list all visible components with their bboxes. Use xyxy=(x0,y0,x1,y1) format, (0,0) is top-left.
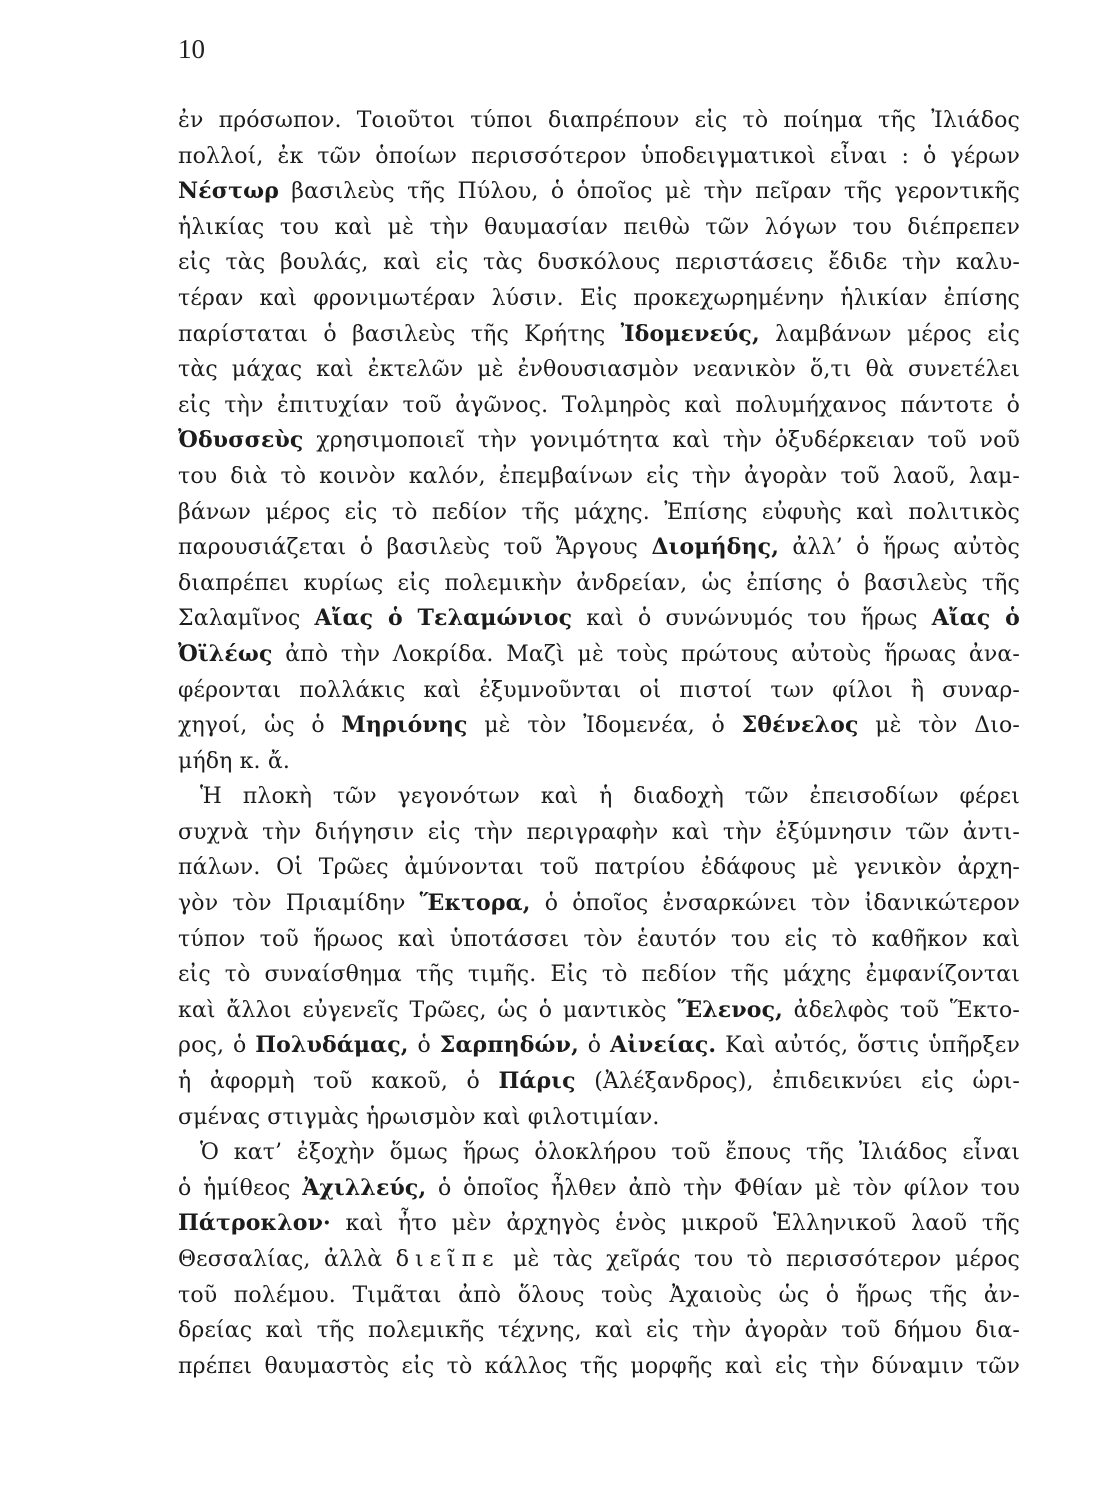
text-segment: ὁ ἡμίθεος xyxy=(178,1175,303,1201)
text-line xyxy=(178,993,1020,1029)
text-line xyxy=(178,423,1020,459)
spaced-word: διεῖπε xyxy=(395,1247,500,1272)
text-line xyxy=(178,601,1020,637)
page-number: 10 xyxy=(178,34,205,64)
bold-name: Μηριόνης xyxy=(341,712,468,739)
bold-name: Ὀϊλέως xyxy=(178,640,273,667)
text-line xyxy=(178,744,1020,780)
text-line xyxy=(178,637,1020,673)
text-line xyxy=(178,957,1020,993)
text-line xyxy=(178,779,1020,815)
text-segment: ἐν πρόσωπον. Τοιοῦτοι τύποι διαπρέπουν εἰς τὸ ποίημα τῆς Ἰλιάδος xyxy=(178,108,1020,133)
text-segment: καὶ ἦτο μὲν ἀρχηγὸς ἑνὸς μικροῦ Ἑλληνικοῦ λαοῦ τῆς xyxy=(330,1211,1020,1237)
text-segment: τὰς μάχας καὶ ἐκτελῶν μὲ ἐνθουσιασμὸν νεανικὸν ὅ,τι θὰ συνετέλει xyxy=(178,357,1020,383)
text-segment: ὁ ὁποῖος ἐνσαρκώνει τὸν ἰδανικώτερον xyxy=(530,891,1020,917)
text-segment: του διὰ τὸ κοινὸν καλόν, ἐπεμβαίνων εἰς τὴν ἀγορὰν τοῦ λαοῦ, λαμ- xyxy=(178,463,1020,489)
text-line xyxy=(178,1206,1020,1242)
text-line xyxy=(178,815,1020,851)
text-segment: πάλων. Οἱ Τρῶες ἀμύνονται τοῦ πατρίου ἐδάφους μὲ γενικὸν ἀρχη- xyxy=(178,855,1020,881)
bold-name: Πολυδάμας, xyxy=(255,1032,409,1059)
text-segment: Ὁ κατ’ ἐξοχὴν ὅμως ἥρως ὁλοκλήρου τοῦ ἔπους τῆς Ἰλιάδος εἶναι xyxy=(200,1140,1020,1166)
text-segment: χρησιμοποιεῖ τὴν γονιμότητα καὶ τὴν ὀξυδέρκειαν τοῦ νοῦ xyxy=(303,428,1020,454)
text-segment: ρος, ὁ xyxy=(178,1033,256,1059)
bold-name: Ἕκτορα, xyxy=(419,890,531,917)
bold-name: Πάτροκλον· xyxy=(178,1210,331,1237)
text-line xyxy=(178,530,1020,566)
text-segment: ὁ ὁποῖος ἦλθεν ἀπὸ τὴν Φθίαν μὲ τὸν φίλον του xyxy=(426,1175,1020,1201)
text-segment: φέρονται πολλάκις καὶ ἐξυμνοῦνται οἱ πιστοί των φίλοι ἢ συναρ- xyxy=(178,677,1020,703)
text-line xyxy=(178,459,1020,495)
text-line xyxy=(178,1313,1020,1349)
bold-name: Ἕλενος, xyxy=(677,996,783,1023)
text-segment: παρουσιάζεται ὁ βασιλεὺς τοῦ Ἄργους xyxy=(178,535,652,561)
text-segment: Καὶ αὐτός, ὅστις ὑπῆρξεν xyxy=(716,1033,1020,1059)
text-segment: τέραν καὶ φρονιμωτέραν λύσιν. Εἰς προκεχωρημένην ἡλικίαν ἐπίσης xyxy=(178,285,1020,311)
bold-name: Αἴας ὁ Τελαμώνιος xyxy=(314,605,573,632)
text-segment: Θεσσαλίας, ἀλλὰ xyxy=(178,1247,396,1272)
text-segment: καὶ ἄλλοι εὐγενεῖς Τρῶες, ὡς ὁ μαντικὸς xyxy=(178,997,678,1023)
bold-name: Ἀχιλλεύς, xyxy=(302,1174,427,1201)
bold-name: Ὀδυσσεὺς xyxy=(178,427,304,454)
text-segment: Ἡ πλοκὴ τῶν γεγονότων καὶ ἡ διαδοχὴ τῶν ἐπεισοδίων φέρει xyxy=(200,784,1020,810)
text-segment: σμένας στιγμὰς ἡρωισμὸν καὶ φιλοτιμίαν. xyxy=(178,1104,660,1130)
text-line xyxy=(178,886,1020,922)
text-segment: ἀδελφὸς τοῦ Ἕκτο- xyxy=(782,997,1020,1023)
text-segment: ἡλικίας του καὶ μὲ τὴν θαυμασίαν πειθὼ τῶν λόγων του διέπρεπεν xyxy=(178,214,1020,240)
bold-name: Σθένελος xyxy=(741,712,859,739)
bold-name: Ἰδομενεύς, xyxy=(620,320,760,347)
text-line xyxy=(178,139,1020,175)
bold-name: Πάρις xyxy=(498,1068,576,1095)
text-line xyxy=(178,352,1020,388)
text-line xyxy=(178,708,1020,744)
text-segment: μὲ τὸν Διο- xyxy=(858,713,1020,739)
text-line xyxy=(178,174,1020,210)
text-segment: πρέπει θαυμαστὸς εἰς τὸ κάλλος τῆς μορφῆς καὶ εἰς τὴν δύναμιν τῶν xyxy=(178,1353,1020,1379)
bold-name: Νέστωρ xyxy=(178,178,279,205)
text-line xyxy=(178,1028,1020,1064)
text-line xyxy=(178,673,1020,709)
text-segment: συχνὰ τὴν διήγησιν εἰς τὴν περιγραφὴν καὶ τὴν ἐξύμνησιν τῶν ἀντι- xyxy=(178,819,1020,845)
text-line xyxy=(178,245,1020,281)
text-line xyxy=(178,317,1020,353)
text-line xyxy=(178,1242,1020,1278)
text-segment: δρείας καὶ τῆς πολεμικῆς τέχνης, καὶ εἰς τὴν ἀγορὰν τοῦ δήμου δια- xyxy=(178,1318,1020,1344)
text-segment: εἰς τὰς βουλάς, καὶ εἰς τὰς δυσκόλους περιστάσεις ἔδιδε τὴν καλυ- xyxy=(178,250,1020,276)
text-line xyxy=(178,1064,1020,1100)
text-segment: τοῦ πολέμου. Τιμᾶται ἀπὸ ὅλους τοὺς Ἀχαιοὺς ὡς ὁ ἥρως τῆς ἀν- xyxy=(178,1282,1020,1308)
text-segment: τύπον τοῦ ἥρωος καὶ ὑποτάσσει τὸν ἑαυτόν του εἰς τὸ καθῆκον καὶ xyxy=(178,926,1020,952)
text-line xyxy=(178,210,1020,246)
text-segment: λαμβάνων μέρος εἰς xyxy=(759,321,1020,347)
text-segment: γὸν τὸν Πριαμίδην xyxy=(178,891,420,917)
text-line xyxy=(178,566,1020,602)
text-segment: παρίσταται ὁ βασιλεὺς τῆς Κρήτης xyxy=(178,321,621,347)
body-text xyxy=(178,103,1020,1384)
bold-name: Αἴας ὁ xyxy=(931,605,1020,632)
bold-name: Σαρπηδών, xyxy=(439,1032,579,1059)
text-segment: πολλοί, ἐκ τῶν ὁποίων περισσότερον ὑποδειγματικοὶ εἶναι : ὁ γέρων xyxy=(178,143,1020,169)
text-line xyxy=(178,1100,1020,1136)
text-segment: βάνων μέρος εἰς τὸ πεδίον τῆς μάχης. Ἐπίσης εὐφυὴς καὶ πολιτικὸς xyxy=(178,499,1020,525)
text-line xyxy=(178,1135,1020,1171)
text-segment: χηγοί, ὡς ὁ xyxy=(178,713,342,739)
text-line xyxy=(178,495,1020,531)
text-line xyxy=(178,850,1020,886)
text-line xyxy=(178,922,1020,958)
text-line xyxy=(178,1171,1020,1207)
bold-name: Διομήδης, xyxy=(651,534,779,561)
text-segment: (Ἀλέξανδρος), ἐπιδεικνύει εἰς ὡρι- xyxy=(575,1069,1020,1095)
text-segment: μὲ τὰς χεῖράς του τὸ περισσότερον μέρος xyxy=(499,1247,1020,1272)
text-segment: διαπρέπει κυρίως εἰς πολεμικὴν ἀνδρείαν, ὡς ἐπίσης ὁ βασιλεὺς τῆς xyxy=(178,570,1020,596)
text-line xyxy=(178,1349,1020,1385)
text-line xyxy=(178,1278,1020,1314)
text-line xyxy=(178,103,1020,139)
text-segment: εἰς τὴν ἐπιτυχίαν τοῦ ἀγῶνος. Τολμηρὸς καὶ πολυμήχανος πάντοτε ὁ xyxy=(178,392,1020,418)
text-segment: ἀπὸ τὴν Λοκρίδα. Μαζὶ μὲ τοὺς πρώτους αὐτοὺς ἥρωας ἀνα- xyxy=(272,641,1020,667)
text-segment: καὶ ὁ συνώνυμός του ἥρως xyxy=(572,606,932,632)
text-segment: ὁ xyxy=(578,1033,611,1059)
text-segment: βασιλεὺς τῆς Πύλου, ὁ ὁποῖος μὲ τὴν πεῖραν τῆς γεροντικῆς xyxy=(279,179,1020,205)
text-line xyxy=(178,281,1020,317)
text-segment: Σαλαμῖνος xyxy=(178,606,315,632)
text-line xyxy=(178,388,1020,424)
text-segment: ὁ xyxy=(408,1033,440,1059)
text-segment: μήδη κ. ἄ. xyxy=(178,748,290,774)
bold-name: Αἰνείας. xyxy=(610,1032,717,1059)
text-segment: ἀλλ’ ὁ ἥρως αὐτὸς xyxy=(779,535,1020,561)
text-segment: μὲ τὸν Ἰδομενέα, ὁ xyxy=(467,713,742,739)
text-segment: ἡ ἀφορμὴ τοῦ κακοῦ, ὁ xyxy=(178,1069,499,1095)
text-segment: εἰς τὸ συναίσθημα τῆς τιμῆς. Εἰς τὸ πεδίον τῆς μάχης ἐμφανίζονται xyxy=(178,962,1020,988)
